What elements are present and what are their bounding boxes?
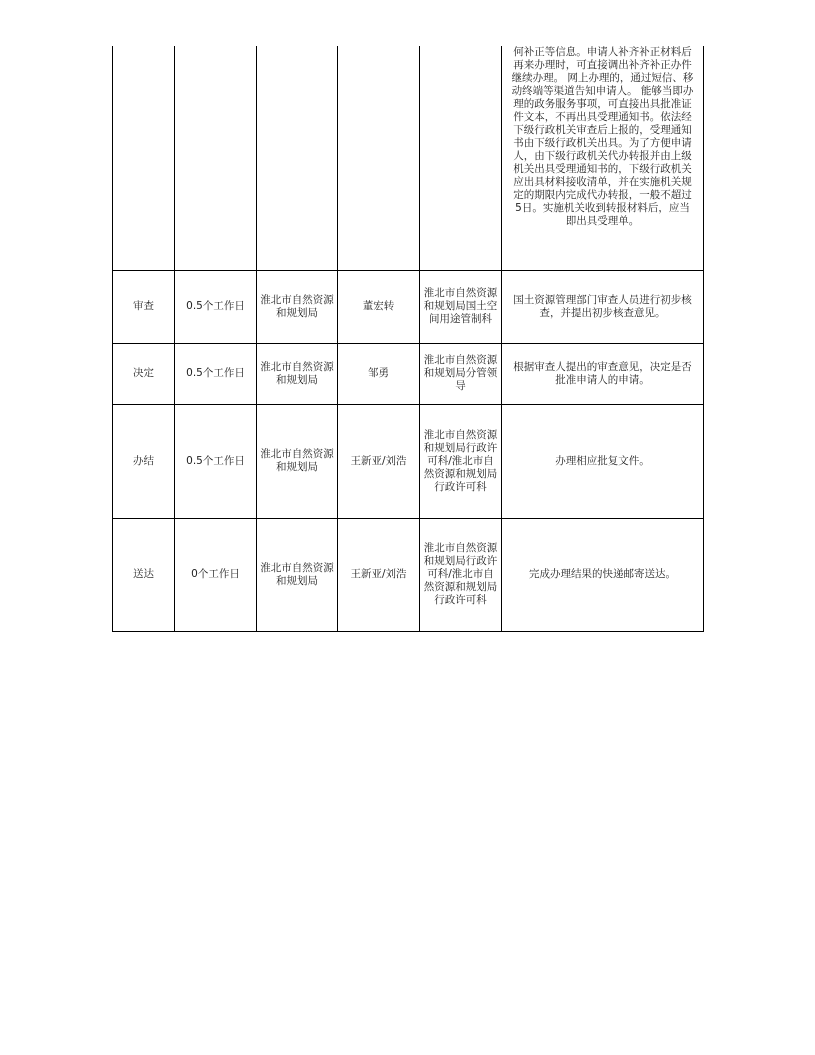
- dept-cell: 淮北市自然资源和规划局行政许可科/淮北市自然资源和规划局行政许可科: [420, 518, 502, 631]
- table-row: [113, 404, 704, 518]
- step-cell: 审查: [113, 270, 175, 343]
- time-cell: 0个工作日: [175, 518, 257, 631]
- desc-cell: 办理相应批复文件。: [502, 404, 704, 518]
- time-cell: 0.5个工作日: [175, 343, 257, 404]
- time-cell: 0.5个工作日: [175, 404, 257, 518]
- dept-cell: 淮北市自然资源和规划局国土空间用途管制科: [420, 270, 502, 343]
- dept-cell: 淮北市自然资源和规划局分管领导: [420, 343, 502, 404]
- unit-cell: 淮北市自然资源和规划局: [257, 343, 338, 404]
- unit-cell: 淮北市自然资源和规划局: [257, 518, 338, 631]
- table-row: [113, 46, 704, 270]
- step-cell: 决定: [113, 343, 175, 404]
- time-cell: 0.5个工作日: [175, 270, 257, 343]
- table-row: [113, 343, 704, 404]
- dept-cell: 淮北市自然资源和规划局行政许可科/淮北市自然资源和规划局行政许可科: [420, 404, 502, 518]
- process-table: [112, 46, 704, 632]
- person-cell: [338, 46, 420, 270]
- person-cell: 邹勇: [338, 343, 420, 404]
- person-cell: 王新亚/刘浩: [338, 404, 420, 518]
- person-cell: 董宏转: [338, 270, 420, 343]
- table-row: [113, 270, 704, 343]
- step-cell: 办结: [113, 404, 175, 518]
- step-cell: [113, 46, 175, 270]
- desc-cell: 完成办理结果的快递邮寄送达。: [502, 518, 704, 631]
- table-row: [113, 518, 704, 631]
- desc-cell: 国土资源管理部门审查人员进行初步核查，并提出初步核查意见。: [502, 270, 704, 343]
- desc-cell: 根据审查人提出的审查意见，决定是否批准申请人的申请。: [502, 343, 704, 404]
- time-cell: [175, 46, 257, 270]
- desc-cell: 何补正等信息。申请人补齐补正材料后再来办理时，可直接调出补齐补正办件继续办理。 网上办理的，通过短信、移动终端等渠道告知申请人。 能够当即办理的政务服务事项，可直接出具批准证件文本，不再出具受理通知书。依法经下级行政机关审查后上报的，受理通知书由下级行政机关出具。为了方便申请人，由下级行政机关代办转报并由上级机关出具受理通知书的，下级行政机关应出具材料接收清单，并在实施机关规定的期限内完成代办转报，一般不超过5日。实施机关收到转报材料后，应当即出具受理单。: [502, 46, 704, 270]
- unit-cell: 淮北市自然资源和规划局: [257, 270, 338, 343]
- person-cell: 王新亚/刘浩: [338, 518, 420, 631]
- dept-cell: [420, 46, 502, 270]
- step-cell: 送达: [113, 518, 175, 631]
- unit-cell: 淮北市自然资源和规划局: [257, 404, 338, 518]
- unit-cell: [257, 46, 338, 270]
